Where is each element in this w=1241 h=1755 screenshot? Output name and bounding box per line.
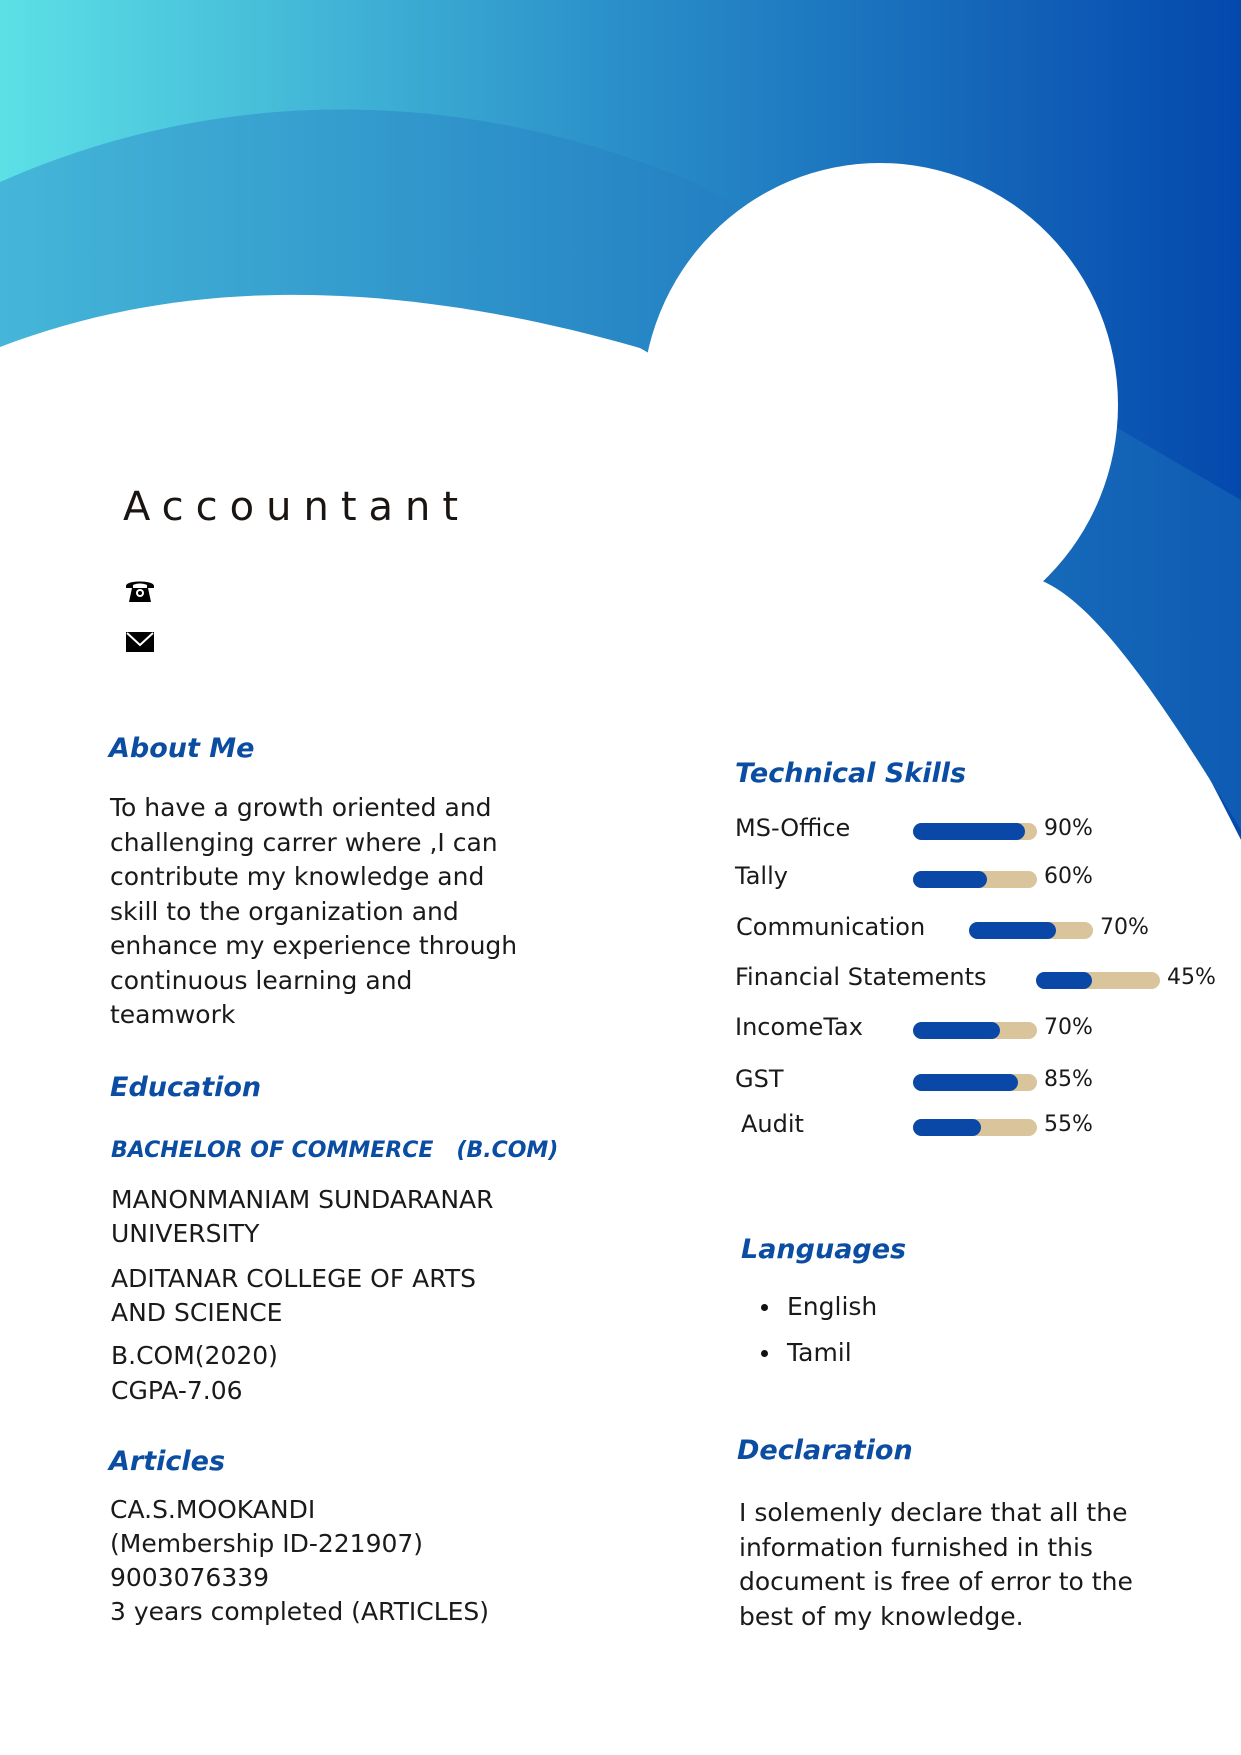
bullet-icon	[761, 1304, 768, 1311]
education-university: MANONMANIAM SUNDARANAR UNIVERSITY	[111, 1185, 494, 1248]
envelope-icon	[124, 628, 156, 656]
skill-label: Communication	[736, 913, 926, 941]
about-text: To have a growth oriented and challenging carrer where ,I can contribute my knowledge and skill to the organization and enhance my experience through continuous learning and teamwork	[110, 793, 518, 1029]
skill-percent: 90%	[1044, 816, 1093, 841]
language-item	[741, 1330, 877, 1376]
declaration-heading: Declaration	[737, 1435, 913, 1466]
articles-line: 3 years completed (ARTICLES)	[110, 1597, 490, 1626]
education-college: ADITANAR COLLEGE OF ARTS AND SCIENCE	[111, 1264, 476, 1327]
articles-heading: Articles	[109, 1446, 226, 1477]
articles-details	[110, 1493, 489, 1629]
language-label: Tamil	[787, 1338, 852, 1367]
telephone-icon	[124, 576, 156, 604]
language-item	[741, 1284, 877, 1330]
skill-label: Financial Statements	[735, 963, 987, 991]
skills-heading: Technical Skills	[735, 758, 967, 789]
skill-percent: 45%	[1167, 965, 1216, 990]
skill-label: Tally	[735, 862, 788, 890]
education-heading: Education	[110, 1072, 262, 1103]
languages-heading: Languages	[741, 1234, 907, 1265]
language-label: English	[787, 1292, 878, 1321]
languages-list	[741, 1284, 877, 1376]
job-title: Accountant	[123, 484, 471, 530]
skill-percent: 70%	[1044, 1015, 1093, 1040]
declaration-text: I solemenly declare that all the information furnished in this document is free of error to the best of my knowledge.	[739, 1498, 1133, 1631]
skill-label: MS-Office	[735, 814, 851, 842]
skill-percent: 55%	[1044, 1112, 1093, 1137]
skill-label: IncomeTax	[735, 1013, 863, 1041]
bullet-icon	[761, 1350, 768, 1357]
skill-percent: 85%	[1044, 1067, 1093, 1092]
skill-label: Audit	[741, 1110, 804, 1138]
articles-line: CA.S.MOOKANDI	[110, 1495, 316, 1524]
articles-line: 9003076339	[110, 1563, 270, 1592]
skill-percent: 70%	[1100, 915, 1149, 940]
about-heading: About Me	[109, 733, 255, 764]
education-cgpa: CGPA-7.06	[111, 1376, 243, 1405]
skill-label: GST	[735, 1065, 784, 1093]
education-year: B.COM(2020)	[111, 1341, 278, 1370]
articles-line: (Membership ID-221907)	[110, 1529, 424, 1558]
education-degree: BACHELOR OF COMMERCE (B.COM)	[111, 1138, 559, 1163]
skill-percent: 60%	[1044, 864, 1093, 889]
